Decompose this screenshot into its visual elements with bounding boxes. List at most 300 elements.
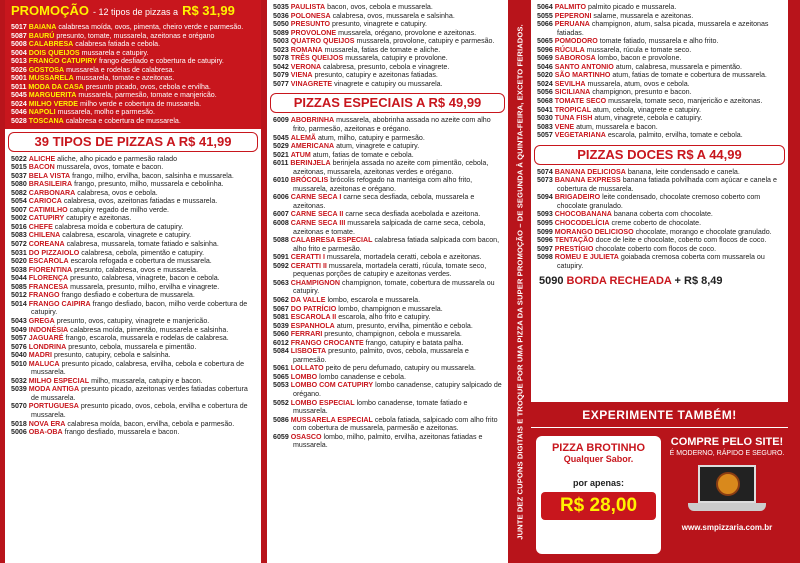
menu-item	[11, 334, 257, 343]
item-name: CALABRESA	[28, 40, 74, 49]
tipos39-list	[5, 155, 261, 437]
item-name: FERRARI	[290, 330, 323, 339]
item-name: POLONESA	[290, 11, 331, 20]
item-code: 5065	[537, 37, 553, 46]
item-name: FRANGO CROCANTE	[290, 338, 364, 347]
menu-item	[11, 172, 257, 181]
menu-item	[273, 219, 504, 236]
site-title: COMPRE PELO SITE!	[670, 436, 784, 448]
promocao-price: R$ 31,99	[182, 3, 235, 18]
item-name: NOVA ERA	[28, 419, 66, 428]
item-name: LOLLATO	[290, 364, 324, 373]
item-code: 5060	[273, 330, 289, 339]
site-promo	[666, 436, 788, 532]
item-desc: calabresa fatiada salpicada com bacon, alho frito e parmesão.	[293, 236, 500, 253]
menu-item	[273, 296, 504, 305]
item-desc: frango, presunto, milho, mussarela e cebolinha.	[74, 180, 224, 189]
item-code: 5088	[273, 236, 289, 245]
item-desc: mussarela, catupiry e provolone.	[345, 54, 448, 63]
item-code: 5074	[537, 167, 553, 176]
item-name: CATUPIRY	[28, 214, 65, 223]
item-code: 5032	[11, 376, 27, 385]
item-code: 5083	[537, 122, 553, 131]
item-desc: champignon, atum, salsa picada, mussarela e azeitonas fatiadas.	[557, 20, 769, 37]
menu-item	[11, 57, 257, 66]
item-desc: atum, calabresa, mussarela e pimentão.	[615, 62, 742, 71]
item-name: ALEMÃ	[290, 133, 316, 142]
menu-item	[273, 347, 504, 364]
item-code: 5020	[11, 257, 27, 266]
item-code: 5081	[273, 313, 289, 322]
item-name: TOMATE SECO	[554, 97, 607, 106]
item-code: 5015	[11, 163, 27, 172]
menu-item	[537, 253, 784, 270]
item-desc: champignon, presunto e bacon.	[592, 88, 692, 97]
item-desc: palmito picado e mussarela.	[588, 3, 677, 11]
item-code: 5099	[537, 227, 553, 236]
item-desc: berinjela assada no azeite com pimentão, cebola, azeitonas, mussarela, azeitonas verdes e orégano.	[293, 159, 489, 176]
menu-item	[11, 163, 257, 172]
item-name: MODA DA CASA	[28, 82, 84, 91]
item-desc: banana, leite condensado e canela.	[627, 167, 740, 176]
item-desc: presunto, ovos, catupiry, vinagrete e manjericão.	[56, 316, 210, 325]
borda-label: BORDA RECHEADA	[566, 275, 672, 288]
item-desc: lombo, escarola e mussarela.	[327, 295, 421, 304]
item-desc: goiabada cremosa coberta com mussarela ou catupiry.	[557, 253, 765, 270]
doces-list	[531, 168, 788, 271]
item-code: 6010	[273, 176, 289, 185]
menu-item	[273, 12, 504, 21]
item-name: BANANA DELICIOSA	[554, 167, 626, 176]
item-desc: frango desfiado, mussarela e bacon.	[64, 428, 180, 437]
menu-item	[273, 151, 504, 160]
menu-item	[273, 322, 504, 331]
menu-item	[11, 206, 257, 215]
menu-item	[11, 420, 257, 429]
item-desc: banana fatiada polvilhada com açúcar e canela e cobertura de mussarela.	[557, 176, 777, 193]
item-desc: frango, escarola, mussarela e rodelas de calabresa.	[65, 334, 229, 343]
item-desc: calabresa e cobertura de mussarela.	[65, 117, 181, 126]
item-name: CHOCODELÍCIA	[554, 219, 610, 228]
menu-item	[273, 116, 504, 133]
item-name: MALUCA	[28, 359, 60, 368]
item-code: 5042	[273, 62, 289, 71]
item-name: MARGUERITA	[28, 91, 77, 100]
item-name: BRASILEIRA	[28, 180, 73, 189]
menu-item	[11, 223, 257, 232]
item-name: SÃO MARTINHO	[554, 71, 611, 80]
item-code: 5096	[537, 236, 553, 245]
item-code: 5010	[11, 359, 27, 368]
menu-item	[273, 193, 504, 210]
item-name: CERATTI I	[290, 253, 325, 262]
item-name: BRIGADEIRO	[554, 193, 601, 202]
item-code: 5098	[537, 253, 553, 262]
item-desc: doce de leite e chocolate, coberto com flocos de coco.	[595, 236, 767, 245]
item-desc: lombo canadense e cebola.	[319, 372, 406, 381]
item-name: BAURÚ	[28, 31, 55, 40]
item-name: TOSCANA	[28, 117, 64, 126]
item-code: 5004	[11, 48, 27, 57]
item-code: 5044	[11, 274, 27, 283]
menu-item	[11, 197, 257, 206]
menu-item	[273, 71, 504, 80]
item-desc: mussarela salpicada de carne seca, cebola, azeitonas e tomate.	[293, 219, 486, 236]
item-desc: calabresa, mussarela, tomate fatiado e salsinha.	[66, 240, 219, 249]
item-desc: calabresa, presunto, cebola e vinagrete.	[323, 62, 450, 71]
menu-item	[11, 74, 257, 83]
menu-item	[11, 23, 257, 32]
menu-item	[11, 377, 257, 386]
menu-item	[11, 32, 257, 41]
item-name: CHOCOBANANA	[554, 210, 612, 219]
item-code: 6007	[273, 210, 289, 219]
item-name: FLORENÇA	[28, 274, 69, 283]
item-desc: mussarela, abobrinha assada no azeite com alho frito, parmesão, azeitonas e orégano.	[293, 116, 491, 134]
item-name: CARNE SECA III	[290, 219, 346, 228]
item-name: VENE	[554, 122, 575, 131]
item-desc: presunto, calabresa, vinagrete, bacon e cebola.	[70, 274, 220, 283]
item-name: DA VALLE	[290, 295, 326, 304]
item-name: LOMBO COM CATUPIRY	[290, 381, 374, 390]
item-desc: atum, vinagrete, cebola e catupiry.	[594, 114, 703, 123]
item-name: BELA VISTA	[28, 171, 71, 180]
item-desc: presunto, cebola, mussarela e pimentão.	[68, 342, 197, 351]
item-name: DO PIZZAIOLO	[28, 248, 80, 257]
item-desc: calabresa, ovos, azeitonas fatiadas e mussarela.	[63, 197, 218, 206]
menu-item	[273, 54, 504, 63]
menu-item	[537, 123, 784, 132]
menu-item	[273, 313, 504, 322]
item-name: TRÊS QUEIJOS	[290, 54, 344, 63]
menu-item	[537, 20, 784, 37]
tipos39-header: 39 TIPOS DE PIZZAS A R$ 41,99	[8, 132, 258, 152]
item-code: 5077	[273, 79, 289, 88]
menu-item	[11, 100, 257, 109]
promocao-list	[5, 22, 261, 129]
item-name: ESCAROLA	[28, 257, 69, 266]
item-name: ALICHE	[28, 154, 56, 163]
item-name: NAPOLI	[28, 108, 56, 117]
menu-item	[273, 80, 504, 89]
item-code: 5045	[273, 133, 289, 142]
item-name: COREANA	[28, 240, 65, 249]
item-name: ROMANA	[290, 45, 323, 54]
item-desc: mussarela, atum, ovos e cebola.	[587, 79, 690, 88]
menu-item	[273, 381, 504, 398]
item-code: 5097	[537, 244, 553, 253]
item-desc: atum, vinagrete e catupiry.	[336, 142, 420, 151]
item-code: 5043	[11, 316, 27, 325]
promocao-header	[5, 0, 261, 22]
item-desc: tomate fatiado, mussarela e alho frito.	[599, 37, 719, 46]
menu-item	[11, 117, 257, 126]
menu-item	[273, 142, 504, 151]
item-desc: mussarela, mortadela ceratti, cebola e azeitonas.	[326, 253, 482, 262]
menu-item	[273, 63, 504, 72]
menu-item	[11, 108, 257, 117]
item-desc: champignon, tomate, cobertura de mussarela ou catupiry.	[293, 278, 495, 296]
menu-item	[11, 214, 257, 223]
item-desc: atum, presunto, ervilha, pimentão e cebola.	[336, 321, 473, 330]
menu-item	[273, 3, 504, 12]
menu-item	[11, 343, 257, 352]
item-code: 6059	[273, 432, 289, 441]
item-code: 5041	[537, 105, 553, 114]
item-code: 5020	[537, 71, 553, 80]
experimente-title: EXPERIMENTE TAMBÉM!	[582, 408, 737, 422]
item-desc: atum, fatias de tomate e cebola.	[312, 150, 414, 159]
menu-item	[537, 71, 784, 80]
promocao-subtitle: - 12 tipos de pizzas a	[93, 7, 179, 17]
item-name: FRANGO CATUPIRY	[28, 57, 97, 66]
menu-item	[537, 176, 784, 193]
menu-item	[273, 159, 504, 176]
item-name: CHILENA	[28, 231, 61, 240]
item-name: PRESTÍGIO	[554, 244, 594, 253]
menu-item	[537, 97, 784, 106]
item-name: PRESUNTO	[290, 20, 331, 29]
especiais-list	[267, 116, 508, 449]
item-code: 5014	[11, 299, 27, 308]
item-name: LISBOETA	[290, 347, 327, 356]
menu-item	[537, 193, 784, 210]
item-desc: atum, mussarela e bacon.	[576, 122, 658, 131]
item-desc: chocolate coberto com flocos de coco.	[595, 244, 717, 253]
item-desc: mussarela, fatias de tomate e aliche.	[324, 45, 441, 54]
item-name: VEGETARIANA	[554, 131, 606, 140]
menu-item	[537, 106, 784, 115]
item-code: 5056	[537, 88, 553, 97]
doces-header: PIZZAS DOCES R$ A 44,99	[534, 145, 785, 165]
item-name: JAGUARÉ	[28, 334, 64, 343]
item-desc: lombo canadense, catupiry salpicado de orégano.	[293, 381, 502, 398]
item-desc: presunto picado, ovos, cebola e ervilha.	[85, 82, 211, 91]
menu-column-1	[5, 0, 261, 563]
item-code: 5030	[537, 114, 553, 123]
menu-item	[11, 283, 257, 292]
menu-item	[11, 49, 257, 58]
especiais-header: PIZZAS ESPECIAIS A R$ 49,99	[270, 93, 505, 113]
item-desc: presunto picado, ovos, cebola, ervilha e cobertura de mussarela.	[31, 402, 248, 419]
item-code: 5072	[11, 240, 27, 249]
item-name: LOMBO ESPECIAL	[290, 398, 355, 407]
item-name: MADRI	[28, 351, 53, 360]
item-code: 5064	[537, 3, 553, 11]
item-code: 5076	[11, 342, 27, 351]
menu-item	[11, 385, 257, 402]
item-code: 5094	[537, 193, 553, 202]
item-desc: presunto picado, azeitonas verdes fatiadas cobertura de mussarela.	[31, 385, 248, 402]
menu-item	[11, 402, 257, 419]
item-desc: mussarela, orégano, provolone e azeitonas.	[338, 28, 477, 37]
menu-item	[537, 228, 784, 237]
item-name: GREGA	[28, 316, 55, 325]
item-code: 5006	[11, 428, 27, 437]
item-name: TROPICAL	[554, 105, 592, 114]
item-desc: calabresa fatiada e cebola.	[75, 40, 161, 49]
menu-item	[11, 291, 257, 300]
item-desc: vinagrete e catupiry ou mussarela.	[334, 79, 443, 88]
item-name: CARBONARA	[28, 188, 76, 197]
menu-item	[537, 3, 784, 12]
item-code: 5066	[537, 20, 553, 29]
item-code: 5012	[11, 291, 27, 300]
item-code: 5038	[11, 265, 27, 274]
menu-item	[11, 317, 257, 326]
item-desc: mussarela, ovos, tomate e bacon.	[56, 163, 164, 172]
item-desc: presunto, catupiry, cebola e salsinha.	[54, 351, 171, 360]
menu-item	[11, 66, 257, 75]
item-code: 5068	[537, 97, 553, 106]
item-code: 5069	[537, 54, 553, 63]
item-name: CHEFE	[28, 222, 53, 231]
item-code: 6011	[273, 159, 289, 168]
item-code: 5037	[11, 171, 27, 180]
col2-top-list	[267, 0, 508, 88]
item-code: 5001	[11, 74, 27, 83]
item-name: MUSSARELA	[28, 74, 74, 83]
menu-item	[11, 266, 257, 275]
menu-item	[273, 210, 504, 219]
item-code: 5085	[11, 282, 27, 291]
menu-item	[273, 373, 504, 382]
por-apenas-label: por apenas:	[572, 478, 624, 488]
menu-item	[537, 37, 784, 46]
item-desc: milho, mussarela, catupiry e bacon.	[91, 376, 203, 385]
item-name: MUSSARELA ESPECIAL	[290, 415, 373, 424]
item-code: 5039	[11, 385, 27, 394]
item-code: 5035	[273, 3, 289, 11]
item-desc: catupiry e azeitonas.	[66, 214, 132, 223]
menu-item	[273, 46, 504, 55]
menu-item	[273, 176, 504, 193]
menu-column-2	[267, 0, 508, 563]
item-code: 5079	[273, 71, 289, 80]
item-name: ESPANHOLA	[290, 321, 335, 330]
menu-item	[537, 80, 784, 89]
item-name: ABOBRINHA	[290, 116, 335, 125]
item-desc: leite condensado, chocolate cremoso coberto com chocolate granulado.	[557, 193, 761, 210]
item-desc: calabresa, escarola, vinagrete e catupiry.	[62, 231, 192, 240]
item-desc: presunto, palmito, ovos, cebola, mussarela e parmesão.	[293, 347, 469, 364]
menu-item	[273, 279, 504, 296]
item-desc: cebola fatiada, salpicado com alho frito com cobertura de mussarela, parmesão e azeitonas.	[293, 415, 498, 433]
item-desc: calabresa moída e cobertura de catupiry.	[54, 222, 184, 231]
menu-item	[273, 20, 504, 29]
item-name: CARIOCA	[28, 197, 62, 206]
item-desc: escarola refogada e cobertura de mussarela.	[70, 257, 212, 266]
item-code: 5024	[537, 79, 553, 88]
item-desc: mussarela e rodelas de calabresa.	[66, 65, 175, 74]
item-desc: calabresa, ovos, mussarela e salsinha.	[332, 11, 455, 20]
item-desc: atum, milho, catupiry e parmesão.	[317, 133, 425, 142]
item-name: DOIS QUEIJOS	[28, 48, 80, 57]
menu-item	[11, 274, 257, 283]
menu-item	[273, 29, 504, 38]
item-code: 5086	[273, 415, 289, 424]
item-desc: presunto, champignon, cebola e mussarela.	[324, 330, 462, 339]
menu-item	[537, 46, 784, 55]
menu-item	[11, 257, 257, 266]
item-code: 5026	[11, 65, 27, 74]
item-desc: escarola, alho frito e catupiry.	[338, 313, 431, 322]
item-name: OBA-OBA	[28, 428, 63, 437]
menu-item	[11, 249, 257, 258]
item-code: 5093	[537, 210, 553, 219]
item-desc: milho verde e cobertura de mussarela.	[80, 99, 202, 108]
item-name: CALABRESA ESPECIAL	[290, 236, 373, 245]
item-code: 5055	[537, 11, 553, 20]
item-desc: lombo, champignon e mussarela.	[338, 304, 443, 313]
pizza-icon	[716, 472, 740, 496]
item-name: PROVOLONE	[290, 28, 337, 37]
col3-top-list	[531, 0, 788, 140]
item-desc: atum, fatias de tomate e cobertura de mussarela.	[612, 71, 767, 80]
menu-item	[273, 416, 504, 433]
item-name: BAIANA	[28, 23, 57, 31]
item-name: BANANA EXPRESS	[554, 176, 621, 185]
item-code: 5049	[11, 325, 27, 334]
item-desc: frango, milho, ervilha, bacon, salsinha e mussarela.	[72, 171, 234, 180]
item-desc: mussarela, parmesão, tomate e manjericão.	[78, 91, 217, 100]
item-name: GOSTOSA	[28, 65, 65, 74]
item-code: 6006	[273, 193, 289, 202]
vertical-note-text: JUNTE DEZ CUPONS DIGITAIS E TROQUE POR UMA PIZZA DA SUPER PROMOÇÃO – DE SEGUNDA À QUINTA-FEIRA, EXCETO FERIADOS.	[515, 23, 524, 540]
item-desc: creme coberto de chocolate.	[611, 219, 702, 228]
menu-item	[11, 240, 257, 249]
item-code: 5054	[11, 197, 27, 206]
site-url-link[interactable]: www.smpizzaria.com.br	[681, 523, 773, 532]
item-name: FRANGO	[28, 291, 60, 300]
item-code: 5045	[11, 91, 27, 100]
item-code: 5007	[11, 205, 27, 214]
item-desc: presunto, calabresa, ovos e mussarela.	[74, 265, 198, 274]
item-name: ROMEU E JULIETA	[554, 253, 619, 262]
item-desc: mussarela, mortadela ceratti, rúcula, tomate seco, pequenas porções de catupiry e azeitonas verdes.	[293, 261, 487, 279]
item-desc: mussarela, molho e parmesão.	[57, 108, 155, 117]
item-code: 5017	[11, 23, 27, 31]
item-code: 5036	[273, 11, 289, 20]
item-name: SANTO ANTONIO	[554, 62, 614, 71]
item-name: VIENA	[290, 71, 313, 80]
item-name: VERONA	[290, 62, 322, 71]
item-name: CARNE SECA II	[290, 210, 344, 219]
item-desc: banana coberta com chocolate.	[613, 210, 713, 219]
menu-item	[537, 236, 784, 245]
item-desc: escarola, palmito, ervilha, tomate e cebola.	[607, 131, 743, 140]
item-name: PALMITO	[554, 3, 587, 11]
item-name: SABOROSA	[554, 54, 596, 63]
item-code: 5053	[273, 381, 289, 390]
item-code: 5083	[11, 231, 27, 240]
item-desc: presunto, tomate, mussarela, azeitonas e orégano	[56, 31, 215, 40]
item-desc: catupiry regado de milho verde.	[69, 205, 170, 214]
item-name: SICILIANA	[554, 88, 591, 97]
menu-item	[273, 305, 504, 314]
item-code: 6012	[273, 338, 289, 347]
item-name: DO PATRÍCIO	[290, 304, 337, 313]
item-name: MODA ANTIGA	[28, 385, 80, 394]
item-code: 5065	[273, 372, 289, 381]
item-code: 5046	[537, 62, 553, 71]
item-name: BERINJELA	[290, 159, 331, 168]
item-code: 5018	[11, 419, 27, 428]
item-desc: atum, cebola, vinagrete e catupiry.	[593, 105, 701, 114]
menu-item	[537, 54, 784, 63]
item-code: 5080	[11, 180, 27, 189]
item-code: 5002	[11, 214, 27, 223]
